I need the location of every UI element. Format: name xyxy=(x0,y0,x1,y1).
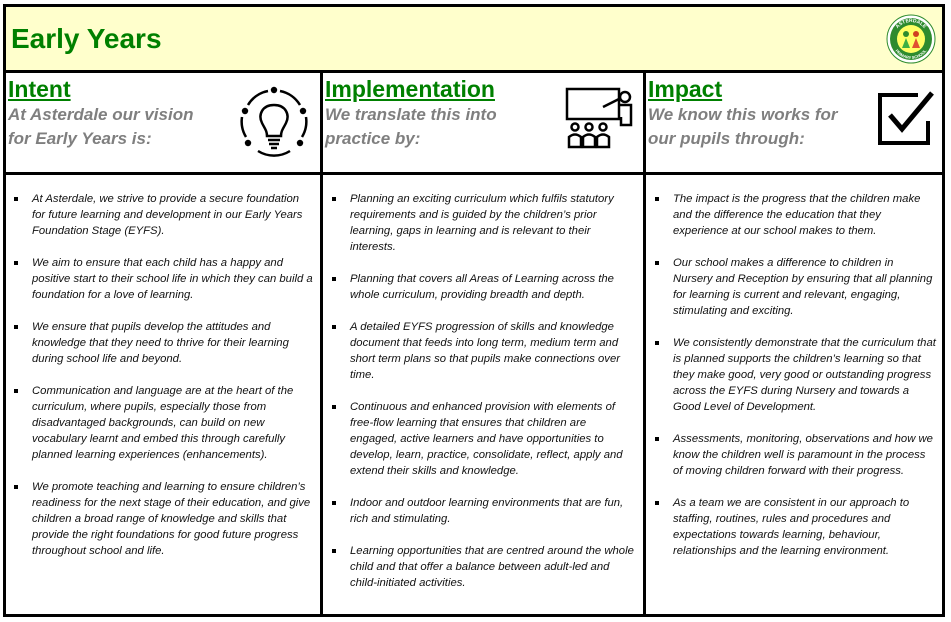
school-logo xyxy=(886,14,936,64)
implementation-title: Implementation xyxy=(325,76,495,102)
checkbox-tick-icon xyxy=(874,85,938,149)
intent-title: Intent xyxy=(8,76,71,102)
implementation-list xyxy=(323,191,643,607)
impact-subtitle-line-1: We know this works for xyxy=(648,105,838,124)
impact-subtitle-line-2: our pupils through: xyxy=(648,129,805,148)
early-years-document xyxy=(3,4,945,617)
list-item: Planning that covers all Areas of Learning across the whole curriculum, providing breadth and depth. xyxy=(323,271,643,303)
list-item: As a team we are consistent in our approach to staffing, routines, rules and procedures and expectations towards learning, behaviour, relationships and the learning environment. xyxy=(646,495,942,559)
intent-subtitle-line-2: for Early Years is: xyxy=(8,129,152,148)
impact-title: Impact xyxy=(648,76,723,102)
page-title: Early Years xyxy=(11,23,162,54)
list-item: A detailed EYFS progression of skills and knowledge document that feeds into long term, medium term and short term plans so that pupils make connections over time. xyxy=(323,319,643,383)
implementation-column xyxy=(323,73,646,614)
intent-subtitle xyxy=(8,103,193,151)
implementation-header xyxy=(323,73,643,175)
list-item: Indoor and outdoor learning environments that are fun, rich and stimulating. xyxy=(323,495,643,527)
intent-header xyxy=(6,73,320,175)
lightbulb-idea-icon xyxy=(234,83,314,161)
list-item: We aim to ensure that each child has a happy and positive start to their school life in which they can build a foundation for a love of learning. xyxy=(6,255,320,303)
implementation-subtitle-line-1: We translate this into xyxy=(325,105,497,124)
teacher-classroom-icon xyxy=(563,85,639,155)
implementation-subtitle-line-2: practice by: xyxy=(325,129,421,148)
list-item: The impact is the progress that the children make and the difference the education that they experience at our school makes to them. xyxy=(646,191,942,239)
list-item: At Asterdale, we strive to provide a secure foundation for future learning and development in our Early Years Foundation Stage (EYFS). xyxy=(6,191,320,239)
intent-subtitle-line-1: At Asterdale our vision xyxy=(8,105,194,124)
list-item: We promote teaching and learning to ensure children’s readiness for the next stage of their education, and give children a broad range of knowledge and skills that provide the right foundations for good future progress throughout school and life. xyxy=(6,479,320,559)
intent-column xyxy=(6,73,323,614)
list-item: Learning opportunities that are centred around the whole child and that offer a balance between adult-led and child-initiated activities. xyxy=(323,543,643,591)
title-banner xyxy=(6,7,942,73)
list-item: We consistently demonstrate that the curriculum that is planned supports the children’s learning so that they make good, very good or outstanding progress across the EYFS during Nursery and towards a Good Level of Development. xyxy=(646,335,942,415)
logo-text-bottom: PRIMARY SCHOOL xyxy=(894,48,928,61)
list-item: Our school makes a difference to children in Nursery and Reception by ensuring that all planning for learning is current and relevant, engaging, stimulating and exciting. xyxy=(646,255,942,319)
impact-header xyxy=(646,73,942,175)
list-item: We ensure that pupils develop the attitudes and knowledge that they need to thrive for their learning during school life and beyond. xyxy=(6,319,320,367)
impact-subtitle xyxy=(648,103,838,151)
impact-list xyxy=(646,191,942,575)
implementation-subtitle xyxy=(325,103,497,151)
list-item: Assessments, monitoring, observations and how we know the children well is paramount in the process of moving children forward with their progress. xyxy=(646,431,942,479)
impact-column xyxy=(646,73,942,614)
list-item: Continuous and enhanced provision with elements of free-flow learning that ensures that children are engaged, active learners and have opportunities to develop, learn, practice, consolidate, reflect, apply and extend their skills and knowledge. xyxy=(323,399,643,479)
intent-list xyxy=(6,191,320,575)
logo-text-top: ASTERDALE xyxy=(894,17,928,30)
list-item: Communication and language are at the heart of the curriculum, where pupils, especially those from disadvantaged backgrounds, can build on new vocabulary learnt and embed this through carefully planned learning experiences (enhancements). xyxy=(6,383,320,463)
list-item: Planning an exciting curriculum which fulfils statutory requirements and is guided by the children’s prior learning, gaps in learning and is relevant to their interests. xyxy=(323,191,643,255)
